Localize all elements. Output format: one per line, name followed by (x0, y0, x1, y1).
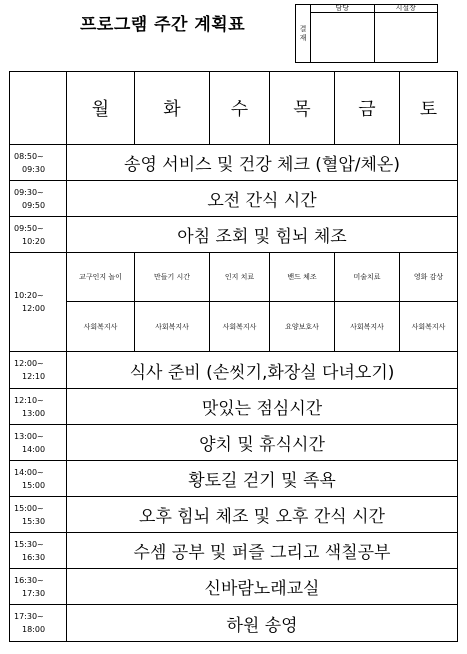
approval-sign-manager[interactable] (311, 13, 375, 63)
staff-row (10, 302, 458, 352)
activity-cell: 식사 준비 (손씻기,화장실 다녀오기) (67, 352, 458, 389)
table-row (10, 605, 458, 642)
time-cell: 10:20~ 12:00 (10, 253, 67, 352)
activity-cell: 맛있는 점심시간 (67, 389, 458, 425)
table-row (10, 497, 458, 533)
approval-header-manager: 담당 (311, 5, 375, 13)
time-cell: 09:50~ 10:20 (10, 217, 67, 253)
table-row (10, 217, 458, 253)
time-cell: 12:10~ 13:00 (10, 389, 67, 425)
approval-sign-director[interactable] (374, 13, 438, 63)
activity-cell: 양치 및 휴식시간 (67, 425, 458, 461)
program-fri: 미술치료 (335, 253, 400, 302)
activity-cell: 황토길 걷기 및 족욕 (67, 461, 458, 497)
corner-cell (10, 72, 67, 145)
activity-cell: 하원 송영 (67, 605, 458, 642)
approval-side-label: 결 재 (296, 5, 311, 63)
day-sat: 토 (400, 72, 458, 145)
staff-sat: 사회복지사 (400, 302, 458, 352)
staff-wed: 사회복지사 (210, 302, 270, 352)
activity-cell: 송영 서비스 및 건강 체크 (혈압/체온) (67, 145, 458, 181)
table-row (10, 145, 458, 181)
table-row (10, 533, 458, 569)
page-title: 프로그램 주간 계획표 (80, 15, 246, 35)
program-mon: 교구인지 놀이 (67, 253, 135, 302)
program-sat: 영화 감상 (400, 253, 458, 302)
activity-cell: 신바람노래교실 (67, 569, 458, 605)
staff-fri: 사회복지사 (335, 302, 400, 352)
staff-tue: 사회복지사 (135, 302, 210, 352)
program-row (10, 253, 458, 302)
time-cell: 17:30~ 18:00 (10, 605, 67, 642)
activity-cell: 아침 조회 및 힘뇌 체조 (67, 217, 458, 253)
time-cell: 15:00~ 15:30 (10, 497, 67, 533)
activity-cell: 오전 간식 시간 (67, 181, 458, 217)
table-row (10, 569, 458, 605)
staff-thu: 요양보호사 (270, 302, 335, 352)
time-cell: 12:00~ 12:10 (10, 352, 67, 389)
program-thu: 밴드 체조 (270, 253, 335, 302)
table-row (10, 461, 458, 497)
time-cell: 16:30~ 17:30 (10, 569, 67, 605)
time-cell: 08:50~ 09:30 (10, 145, 67, 181)
approval-header-director: 시설장 (374, 5, 438, 13)
schedule-table (9, 71, 458, 642)
activity-cell: 오후 힘뇌 체조 및 오후 간식 시간 (67, 497, 458, 533)
day-thu: 목 (270, 72, 335, 145)
activity-cell: 수셈 공부 및 퍼즐 그리고 색칠공부 (67, 533, 458, 569)
table-row (10, 389, 458, 425)
time-cell: 13:00~ 14:00 (10, 425, 67, 461)
program-wed: 인지 치료 (210, 253, 270, 302)
time-cell: 09:30~ 09:50 (10, 181, 67, 217)
table-row (10, 425, 458, 461)
day-fri: 금 (335, 72, 400, 145)
table-row (10, 352, 458, 389)
time-cell: 15:30~ 16:30 (10, 533, 67, 569)
day-header-row (10, 72, 458, 145)
program-tue: 만들기 시간 (135, 253, 210, 302)
day-wed: 수 (210, 72, 270, 145)
day-tue: 화 (135, 72, 210, 145)
time-cell: 14:00~ 15:00 (10, 461, 67, 497)
day-mon: 월 (67, 72, 135, 145)
staff-mon: 사회복지사 (67, 302, 135, 352)
approval-box (295, 4, 438, 63)
table-row (10, 181, 458, 217)
